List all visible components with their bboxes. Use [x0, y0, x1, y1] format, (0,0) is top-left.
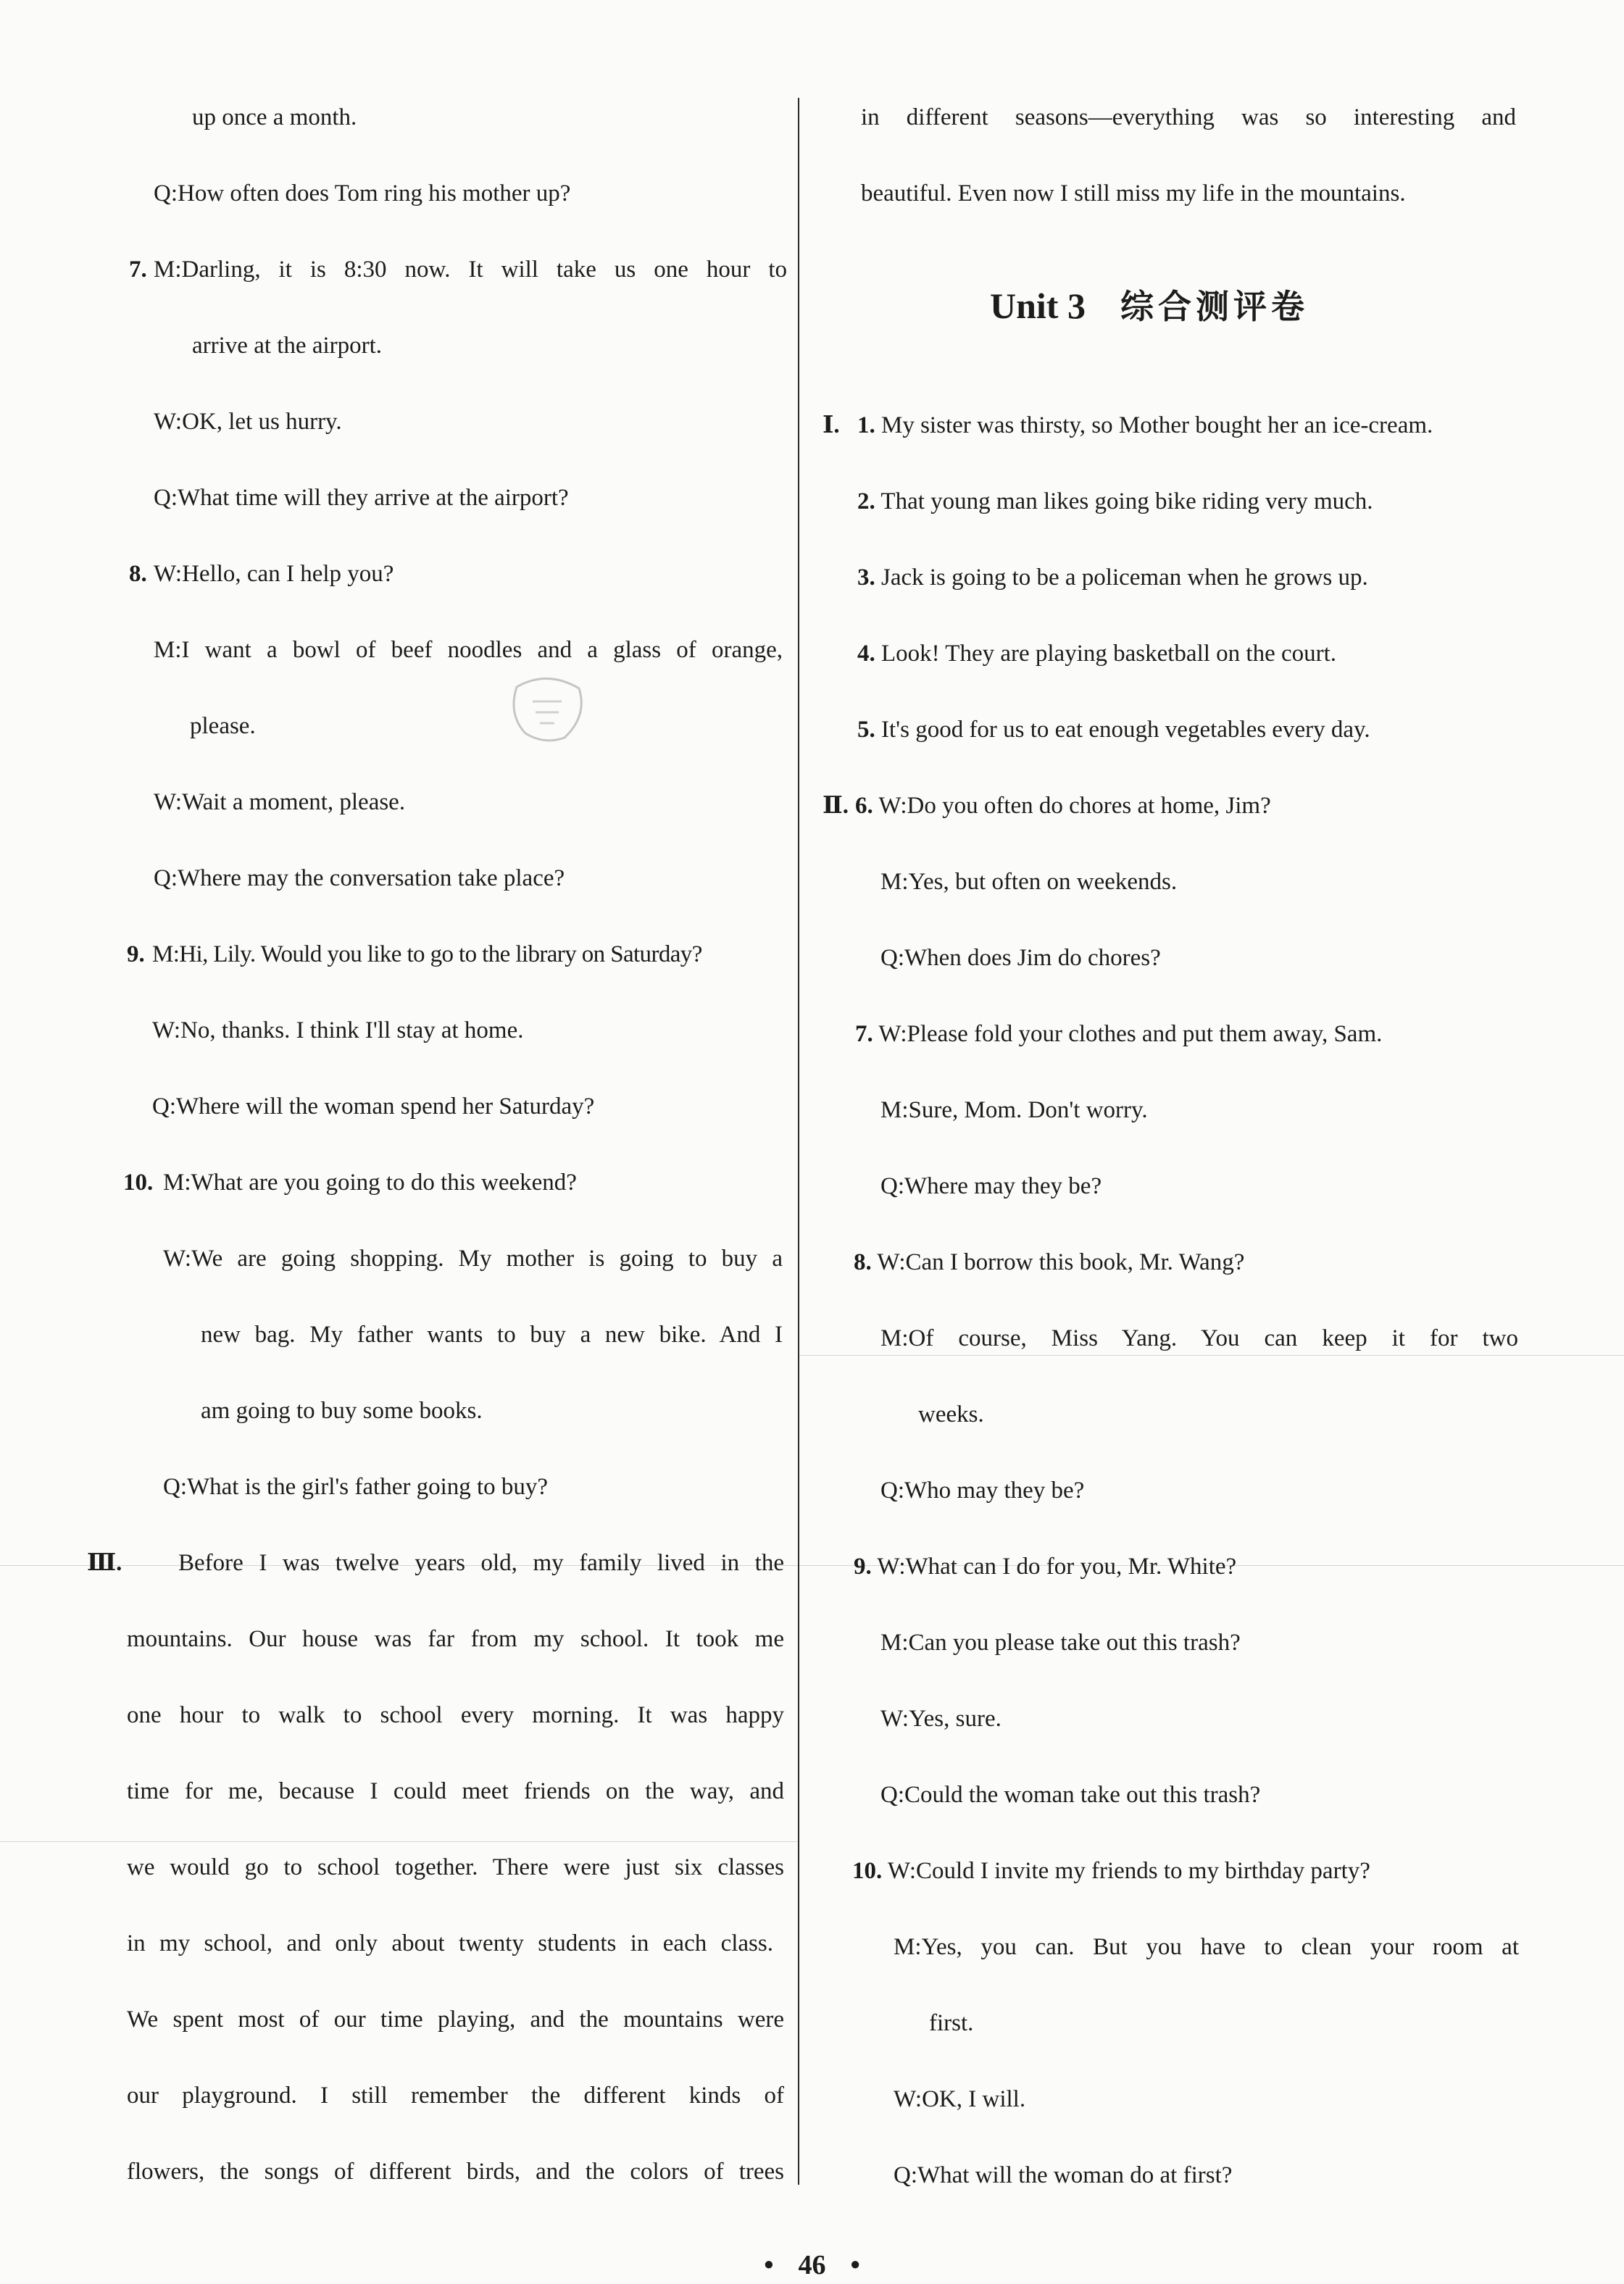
- question-number: 6.: [855, 793, 873, 819]
- text-line: M:Sure, Mom. Don't worry.: [880, 1097, 1148, 1123]
- sentence-5: [857, 715, 1370, 744]
- question-number: 7.: [129, 257, 147, 283]
- text-line: M:Darling, it is 8:30 now. It will take us one hour to: [154, 257, 787, 283]
- text-line: W:OK, let us hurry.: [154, 409, 342, 435]
- dialogue-line: W:Do you often do chores at home, Jim?: [878, 793, 1271, 819]
- text-line: Before I was twelve years old, my family lived in the: [178, 1550, 784, 1576]
- section-label: Ⅰ.: [823, 412, 840, 438]
- dialogue-line: W:Can I borrow this book, Mr. Wang?: [877, 1249, 1245, 1275]
- sentence-number: 1.: [857, 412, 875, 438]
- bullet-icon: •: [850, 2250, 860, 2280]
- sentence-number: 2.: [857, 488, 875, 514]
- text-line: one hour to walk to school every morning. It was happy: [127, 1702, 784, 1728]
- text-line: beautiful. Even now I still miss my life in the mountains.: [861, 180, 1406, 207]
- sentence-text: Jack is going to be a policeman when he grows up.: [881, 564, 1368, 591]
- sentence-1: [857, 411, 1433, 440]
- question-number: 10.: [852, 1858, 883, 1884]
- section-label: Ⅲ.: [87, 1550, 122, 1576]
- unit-title-zh: 综合测评卷: [1120, 287, 1309, 326]
- text-line: up once a month.: [192, 104, 357, 130]
- text-line: Q:What time will they arrive at the airport?: [154, 485, 569, 511]
- text-line: Q:What is the girl's father going to buy?: [163, 1474, 549, 1500]
- text-line: W:Yes, sure.: [880, 1706, 1002, 1732]
- question-9: [854, 1552, 1236, 1581]
- question-7: [855, 1020, 1382, 1049]
- text-line: in different seasons—everything was so interesting and: [861, 104, 1516, 130]
- sentence-text: That young man likes going bike riding very much.: [880, 488, 1373, 514]
- unit-title: [990, 284, 1309, 328]
- text-line: our playground. I still remember the different kinds of: [127, 2083, 784, 2109]
- sentence-text: Look! They are playing basketball on the court.: [881, 641, 1337, 667]
- question-number: 9.: [127, 941, 145, 967]
- page-number: [0, 2251, 1624, 2280]
- text-line: first.: [929, 2010, 974, 2036]
- text-line: We spent most of our time playing, and the mountains were: [127, 2006, 784, 2033]
- text-line: M:Can you please take out this trash?: [880, 1630, 1241, 1656]
- dialogue-line: W:What can I do for you, Mr. White?: [877, 1554, 1237, 1580]
- question-number: 10.: [123, 1170, 154, 1196]
- text-line: new bag. My father wants to buy a new bike. And I: [201, 1322, 783, 1348]
- question-number: 9.: [854, 1554, 872, 1580]
- text-line: Q:Who may they be?: [880, 1477, 1085, 1504]
- question-7: [129, 255, 147, 284]
- scan-line: [798, 1355, 1624, 1356]
- text-line: Q:Where will the woman spend her Saturday?: [152, 1093, 595, 1120]
- question-8: [854, 1248, 1244, 1277]
- question-10: [123, 1168, 153, 1197]
- text-line: W:OK, I will.: [894, 2086, 1026, 2112]
- text-line: Q:How often does Tom ring his mother up?: [154, 180, 571, 207]
- text-line: Q:Where may the conversation take place?: [154, 865, 565, 891]
- sentence-number: 3.: [857, 564, 875, 591]
- text-line: W:No, thanks. I think I'll stay at home.: [152, 1017, 524, 1043]
- section-label: Ⅱ.: [823, 793, 849, 819]
- text-line: weeks.: [918, 1401, 984, 1428]
- column-divider: [798, 98, 799, 2185]
- sentence-4: [857, 639, 1336, 668]
- text-line: M:Hi, Lily. Would you like to go to the library on Saturday?: [152, 941, 702, 967]
- sentence-3: [857, 563, 1368, 592]
- text-line: arrive at the airport.: [192, 333, 383, 359]
- question-number: 7.: [855, 1021, 873, 1047]
- sentence-number: 4.: [857, 641, 875, 667]
- text-line: M:I want a bowl of beef noodles and a glass of orange,: [154, 637, 783, 663]
- question-number: 8.: [129, 561, 147, 587]
- text-line: M:Of course, Miss Yang. You can keep it for two: [880, 1325, 1518, 1351]
- stamp-icon: [504, 672, 591, 745]
- page-number-value: 46: [798, 2250, 826, 2280]
- bullet-icon: •: [764, 2250, 774, 2280]
- text-line: W:We are going shopping. My mother is going to buy a: [163, 1246, 783, 1272]
- sentence-2: [857, 487, 1373, 516]
- unit-title-en: Unit 3: [990, 286, 1086, 326]
- text-line: in my school, and only about twenty students in each class.: [127, 1930, 773, 1956]
- text-line: am going to buy some books.: [201, 1398, 483, 1424]
- text-line: Q:Where may they be?: [880, 1173, 1102, 1199]
- text-line: we would go to school together. There were just six classes: [127, 1854, 784, 1880]
- question-10: [852, 1856, 1370, 1885]
- sentence-number: 5.: [857, 717, 875, 743]
- text-line: flowers, the songs of different birds, and the colors of trees: [127, 2159, 784, 2185]
- dialogue-line: W:Could I invite my friends to my birthday party?: [887, 1858, 1370, 1884]
- question-9: [127, 940, 145, 969]
- sentence-text: My sister was thirsty, so Mother bought her an ice-cream.: [881, 412, 1433, 438]
- text-line: M:Yes, you can. But you have to clean your room at: [894, 1934, 1519, 1960]
- text-line: W:Wait a moment, please.: [154, 789, 406, 815]
- text-line: Q:What will the woman do at first?: [894, 2162, 1233, 2188]
- text-line: mountains. Our house was far from my school. It took me: [127, 1626, 784, 1652]
- question-8: [129, 559, 147, 588]
- text-line: M:Yes, but often on weekends.: [880, 869, 1178, 895]
- text-line: please.: [190, 713, 256, 739]
- dialogue-line: W:Please fold your clothes and put them away, Sam.: [878, 1021, 1383, 1047]
- sentence-text: It's good for us to eat enough vegetables every day.: [881, 717, 1370, 743]
- question-number: 8.: [854, 1249, 872, 1275]
- scan-line: [0, 1841, 798, 1842]
- text-line: Q:Could the woman take out this trash?: [880, 1782, 1261, 1808]
- text-line: M:What are you going to do this weekend?: [163, 1170, 577, 1196]
- question-6: [855, 791, 1271, 820]
- text-line: time for me, because I could meet friends on the way, and: [127, 1778, 784, 1804]
- text-line: W:Hello, can I help you?: [154, 561, 394, 587]
- text-line: Q:When does Jim do chores?: [880, 945, 1161, 971]
